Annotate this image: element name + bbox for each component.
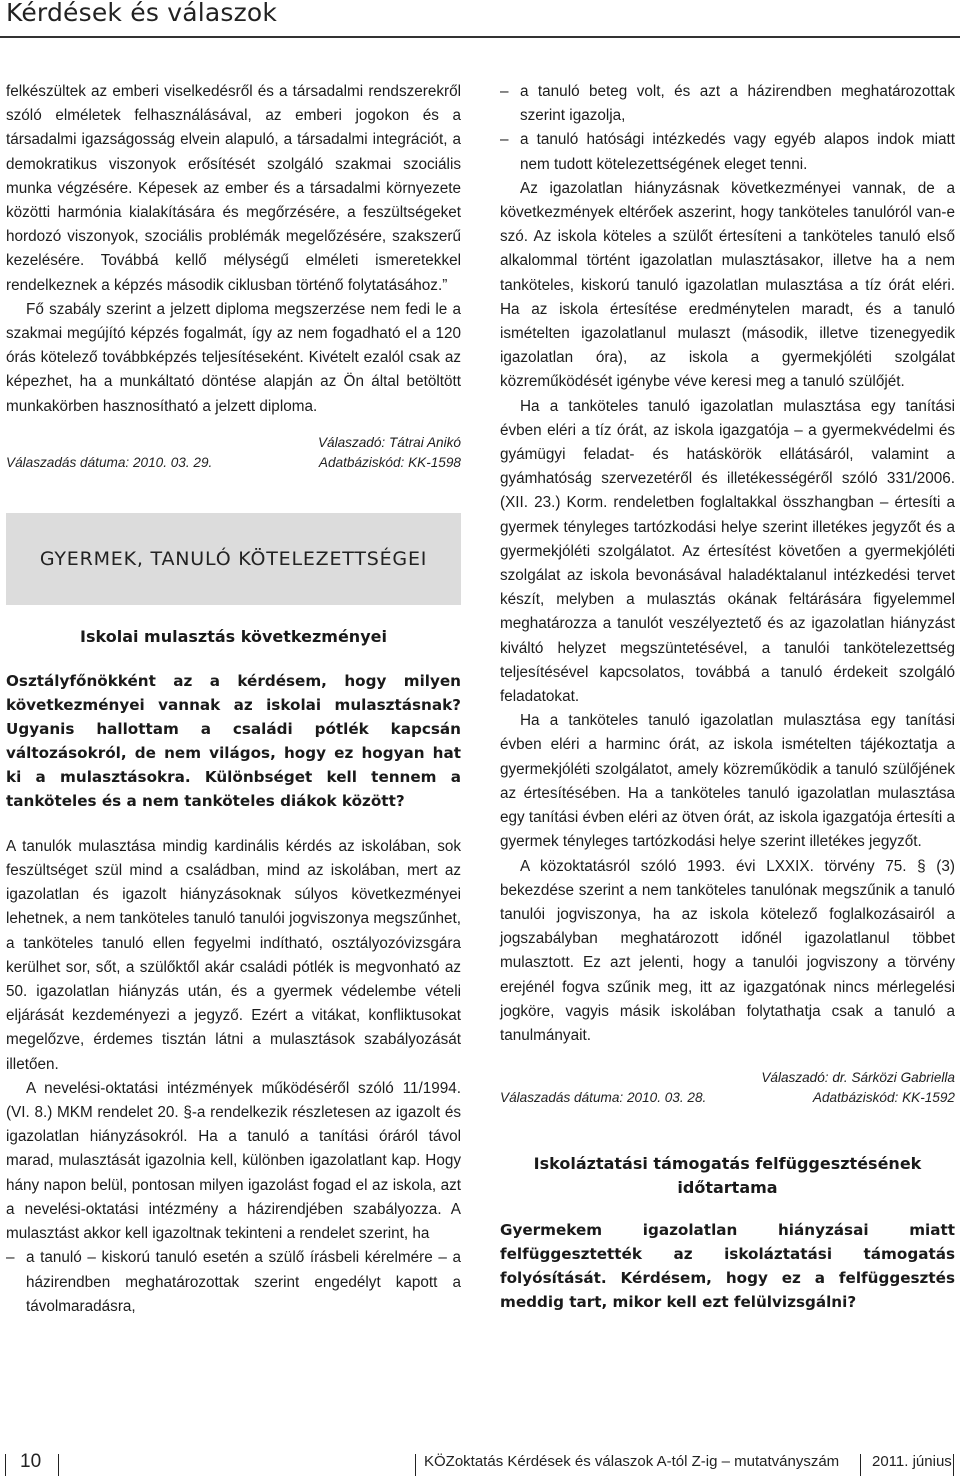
left-paragraph-1: felkészültek az emberi viselkedésről és a társadalmi rendszerekről szóló elméletek felhasználásával, az emberi jogokon és a társadalmi igazságosság elvein alapuló, a társadalmi integrációt, a demokratikus viszonyok erősítését szolgáló szakmai szociális munka végzésére. Képesek az ember és a társadalmi környezete közötti harmónia kialakítására és megőrzésére, a feszültségeket hordozó viszonyok, szociális problémák megelőzésére, szakszerű kezelésére. Továbbá kellő mélységű elméleti ismeretekkel rendelkeznek a képzés második ciklusban történő folytatásához.” [6, 83, 461, 294]
answer-meta-2 [500, 1088, 955, 1108]
subtitle-support-suspension: Iskoláztatási támogatás felfüggesztésének időtartama [533, 1154, 922, 1198]
section-title-box [6, 513, 461, 605]
database-code-1: Adatbáziskód: KK-1598 [318, 454, 461, 470]
section-title: GYERMEK, TANULÓ KÖTELEZETTSÉGEI [39, 547, 428, 570]
publication-name: KÖZoktatás Kérdések és válaszok A-tól Z-ig – mutatványszám [424, 1453, 840, 1470]
answerer-credit-2: Válaszadó: dr. Sárközi Gabriella [761, 1070, 955, 1086]
footer-bar [58, 1454, 59, 1476]
database-code-2: Adatbáziskód: KK-1592 [812, 1090, 955, 1106]
left-column [6, 80, 461, 1319]
right-paragraph-7: Ha a tanköteles tanuló igazolatlan mulasztása egy tanítási évben eléri a harminc órát, az iskola ismételten tájékoztatja a gyermekjóléti szolgálatot, amely közreműködik a tanuló szülőjének az értesítésében. Ha a tanköteles tanuló igazolatlan mulasztása egy tanítási évben eléri az ötven órát, az iskola igazgatója értesíti a gyermek tényleges tartózkodási helye szerint illetékes jegyzőt. [500, 712, 955, 851]
answer-date-1: Válaszadás dátuma: 2010. 03. 29. [6, 454, 213, 470]
question-1: Osztályfőnökként az a kérdésem, hogy milyen következményei vannak az iskolai mulasztásnak? Ugyanis hallottam a családi pótlék kapcsán változásokról, de nem világos, hogy ez hogyan hat ki a mulasztásokra. Különbséget kell tennem a tanköteles és a nem tanköteles diákok között? [6, 671, 461, 810]
left-paragraph-4: A nevelési-oktatási intézmények működéséről szóló 11/1994. (VI. 8.) MKM rendelet 20. §-a rendelkezik részletesen az igazolt és igazolatlan hiányzásokról. Ha a tanuló a tanítási óráról távol marad, mulasztását igazolnia kell, különben igazolatlant kap. Hogy hány napon belül, pontosan milyen igazolást fogad el az iskola, azt a nevelési-oktatási intézmény a házirendjében szabályozza. A mulasztást akkor kell igazoltnak tekinteni a rendelet szerint, ha [6, 1079, 461, 1243]
question-2: Gyermekem igazolatlan hiányzásai miatt felfüggesztették az iskoláztatási támogatás folyósítását. Kérdésem, hogy ez a felfüggesztés meddig tart, mikor kell ezt felülvizsgálni? [500, 1221, 955, 1312]
right-paragraph-6: Ha a tanköteles tanuló igazolatlan mulasztása egy tanítási évben eléri a tíz órát, az iskola igazgatója – a gyermekvédelmi és gyámügyi feladat- és hatáskörök ellátásáról, valamint a gyámhatóság szervezetéről és illetékességéről szóló 331/2006. (XII. 23.) Korm. rendeletben foglaltakkal összhangban – értesíti a gyermek tényleges tartózkodási helye szerint illetékes jegyzőt és a gyermekjóléti szolgálatot. Az értesítést követően a gyermekjóléti szolgálat az iskola bevonásával haladéktalanul intézkedési tervet készít, melyben a mulasztás okának feltárására figyelemmel meghatározza a tanulót veszélyeztető és az igazolatlan hiányzást kiváltó helyzet megszüntetésével, a tanulói tankötelezettség teljesítésével kapcsolatos, továbbá a tanuló érdekeit szolgáló feladatokat. [500, 397, 955, 706]
footer-bar [860, 1454, 861, 1476]
header-divider [0, 36, 960, 38]
answer-date-2: Válaszadás dátuma: 2010. 03. 28. [500, 1090, 707, 1106]
dash-item-3: – a tanuló hatósági intézkedés vagy egyéb alapos indok miatt nem tudott kötelezettségének eleget tenni. [500, 128, 955, 176]
dash-item-2: – a tanuló beteg volt, és azt a házirendben meghatározottak szerint igazolja, [500, 80, 955, 128]
footer-bar [953, 1454, 954, 1476]
left-paragraph-2: Fő szabály szerint a jelzett diploma megszerzése nem fedi le a szakmai megújító képzés fogalmát, így az nem fogadható el a 120 órás kötelező továbbképzés teljesítéseként. Kivételt ezalól csak az képezhet, ha a munkáltató döntése alapján az Ön által betöltött munkakörben hasznosítható a jelzett diploma. [6, 300, 461, 415]
dash-item-1: – a tanuló – kiskorú tanuló esetén a szülő írásbeli kérelmére – a házirendben meghatározottak szerint engedélyt kapott a távolmaradásra, [6, 1246, 461, 1319]
answerer-credit-1: Válaszadó: Tátrai Anikó [317, 434, 461, 450]
footer-bar [415, 1454, 416, 1476]
footer-bar [5, 1454, 6, 1476]
page-number: 10 [20, 1451, 42, 1472]
right-paragraph-8: A közoktatásról szóló 1993. évi LXXIX. törvény 75. § (3) bekezdése szerint a nem tanköteles tanulónak megszűnik a tanuló tanulói jogviszonya, ha az iskola kötelező foglalkozásairól a jogszabályban meghatározott időnél igazolatlanul többet mulasztott. Ez azt jelenti, hogy a tanulói jogviszony a törvény erejénél fogva szűnik meg, itt az igazgatónak nincs mérlegelési jogköre, vagyis másik iskolában folytathatja csak a tanuló a tanulmányait. [500, 857, 955, 1044]
publication-date: 2011. június [872, 1453, 952, 1470]
answer-meta-1 [6, 453, 461, 473]
right-paragraph-5: Az igazolatlan hiányzásnak következményei vannak, de a következmények eltérőek aszerint, hogy tanköteles tanulóról van-e szó. Az iskola köteles a szülőt értesíteni a tanköteles tanuló első alkalommal történt igazolatlan mulasztásakor, illetve ha a nem tanköteles, kiskorú tanuló igazolatlan mulasztása a tíz órát eléri. Ha az iskola értesítése eredménytelen maradt, és a tanuló ismételten igazolatlanul mulaszt (második, illetve tizenegyedik igazolatlan óra), az iskola a gyermekjóléti szolgálat közreműködését igénybe véve keresi meg a tanuló szülőjét. [500, 179, 955, 391]
subtitle-school-absence: Iskolai mulasztás következményei [80, 626, 387, 646]
right-column [500, 80, 955, 1314]
left-paragraph-3: A tanulók mulasztása mindig kardinális kérdés az iskolában, sok feszültséget szül mind a családban, mind az iskolában, mert az igazolatlan és igazolt hiányzásoknak súlyos következményei lehetnek, a nem tanköteles tanuló tanulói jogviszonya megszűnhet, a tanköteles tanuló ellen fegyelmi indítható, osztályozóvizsgára kerülhet sor, sőt, a szülőktől akár családi pótlék is megvonható az 50. igazolatlan hiányzás után, és a gyermek védelembe vételi eljárását kezdeményezi a jegyző. Ezért a vitákat, konfliktusokat megelőzve, érdemes tisztán látni a mulasztások szabályozását illetően. [6, 837, 461, 1073]
page-header-title: Kérdések és válaszok [6, 0, 278, 27]
page-footer [0, 1448, 960, 1480]
